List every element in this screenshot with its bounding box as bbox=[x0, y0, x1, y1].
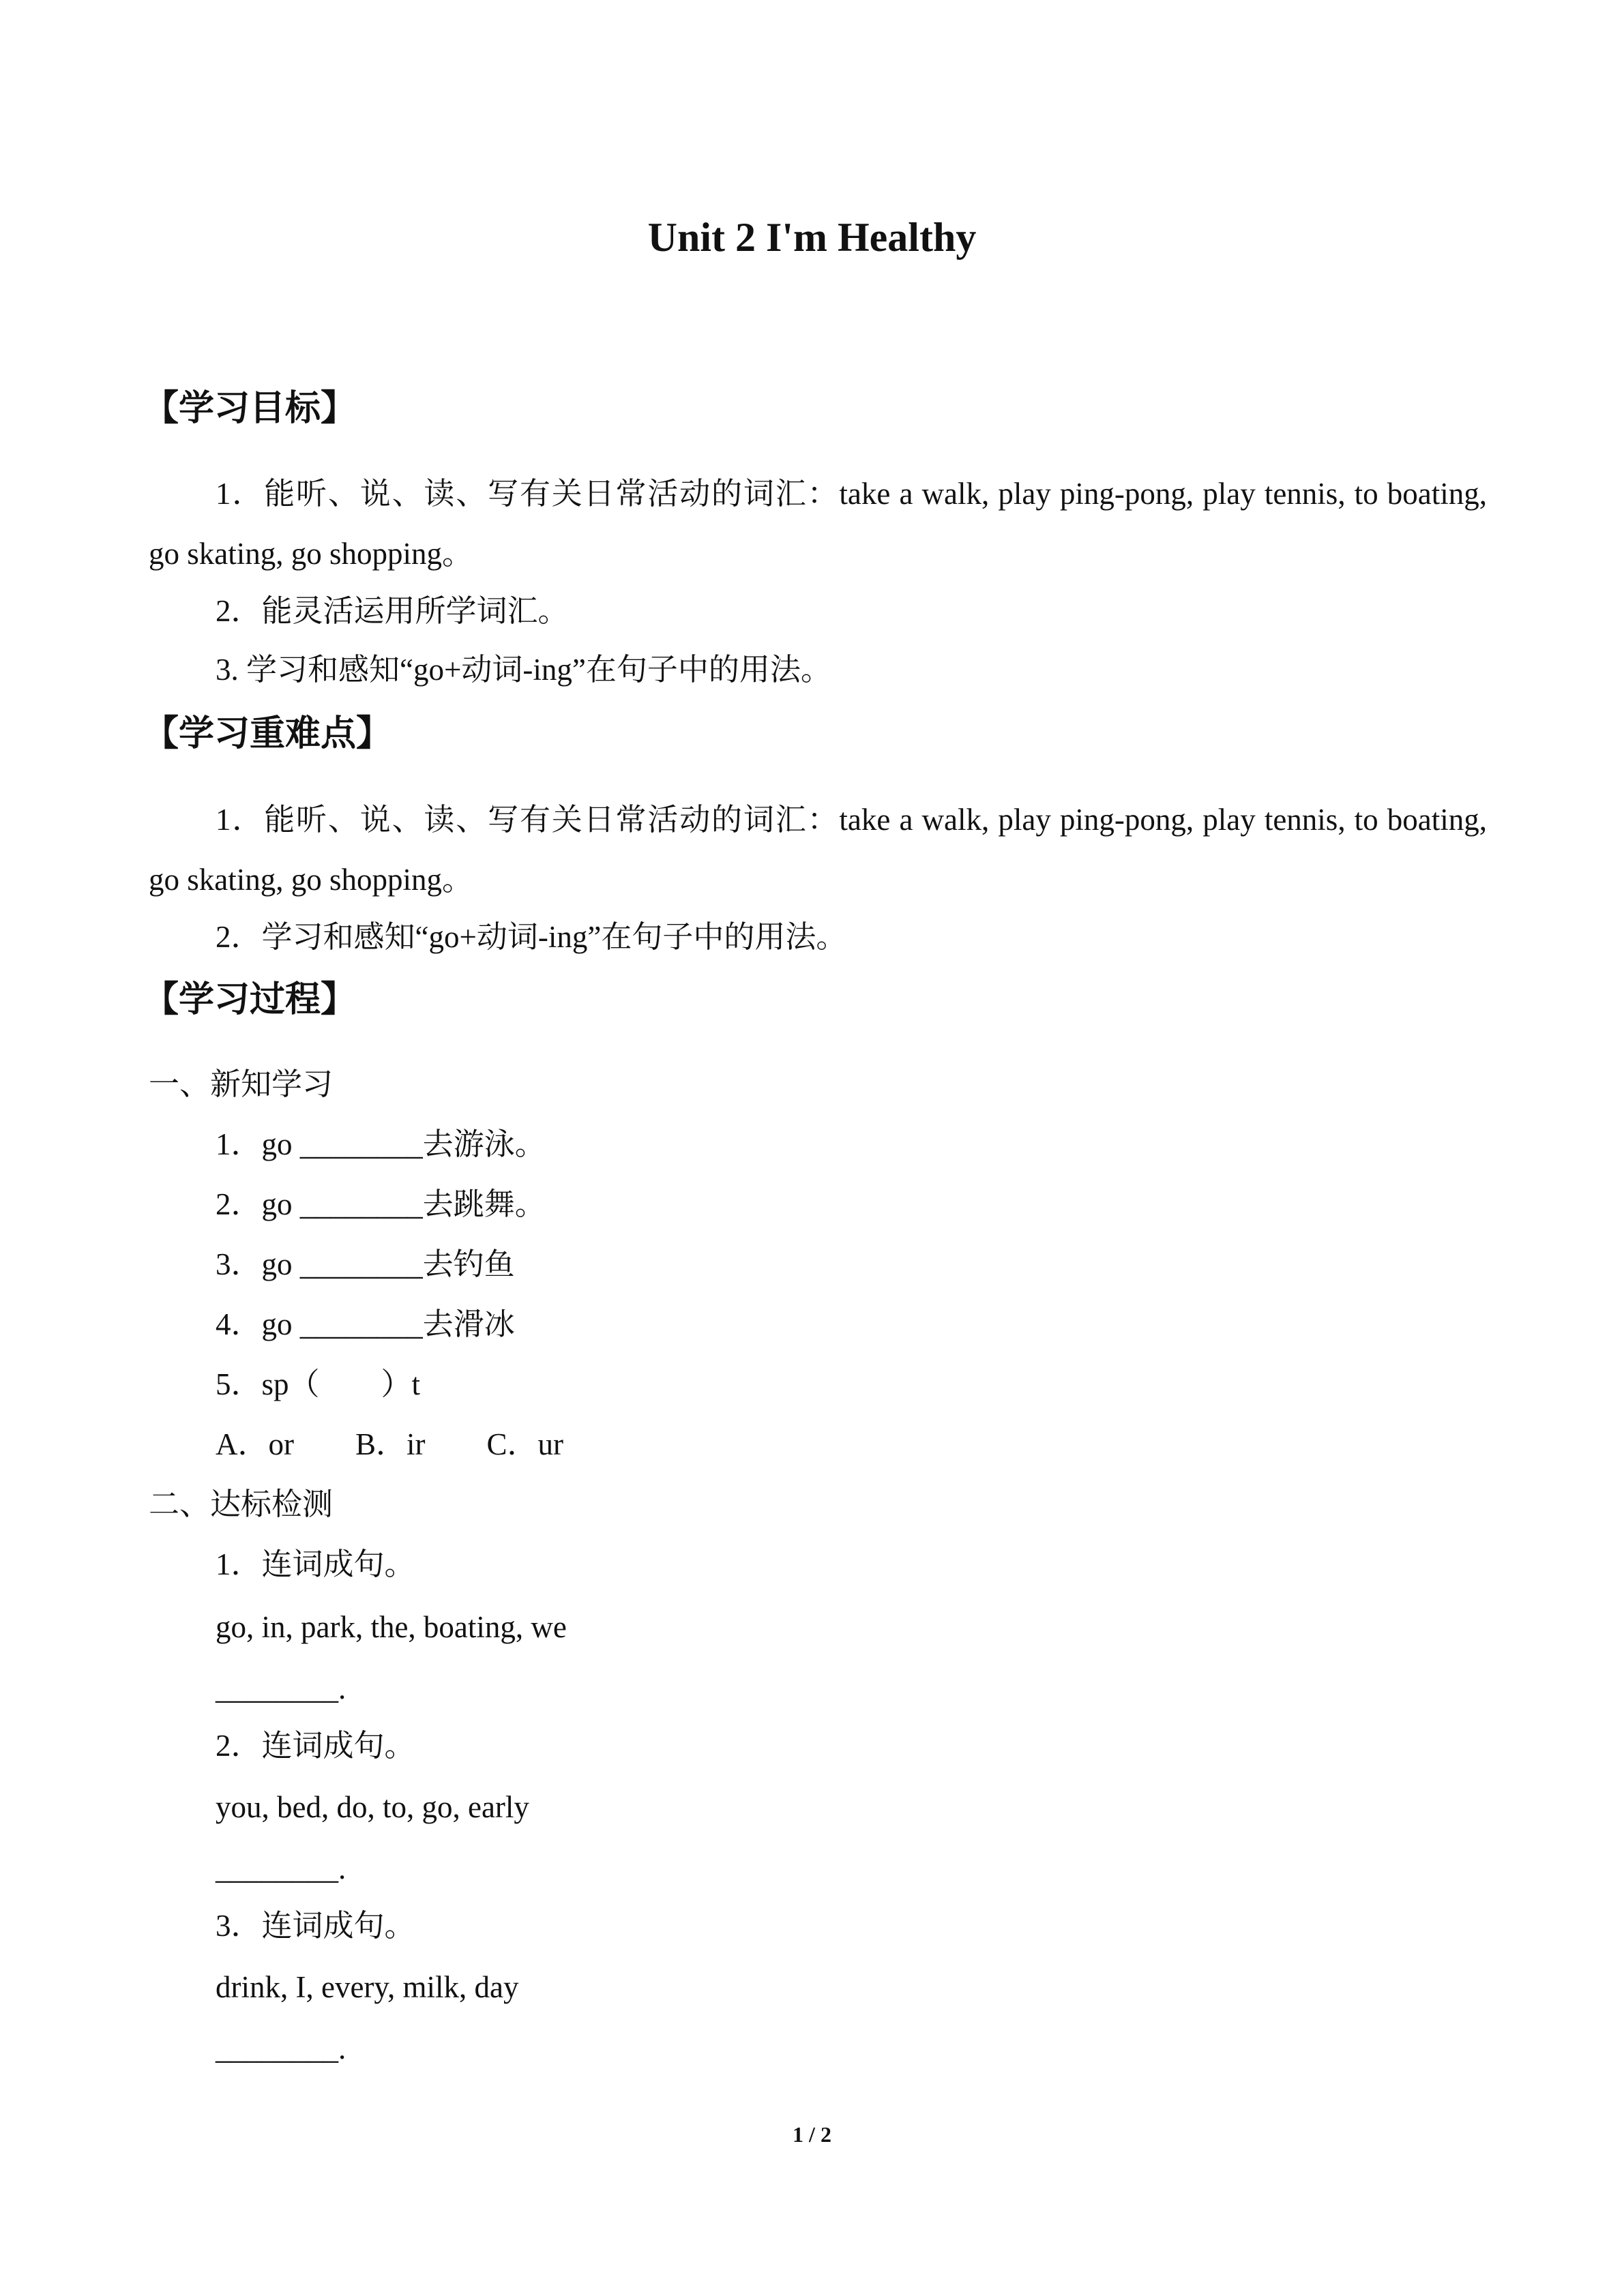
keypoints-item-1: 1．能听、说、读、写有关日常活动的词汇：take a walk, play ping-pong, play tennis, to boating, go skating, go shopping。 bbox=[149, 803, 1487, 897]
section2-question-1-words: go, in, park, the, boating, we bbox=[216, 1610, 567, 1644]
section1-question-2: 2．go ________去跳舞。 bbox=[216, 1187, 546, 1221]
objectives-item-3: 3. 学习和感知“go+动词-ing”在句子中的用法。 bbox=[216, 653, 831, 687]
keypoints-item-2: 2．学习和感知“go+动词-ing”在句子中的用法。 bbox=[216, 920, 847, 954]
keypoints-heading: 【学习重难点】 bbox=[143, 715, 392, 754]
section1-question-1: 1．go ________去游泳。 bbox=[216, 1127, 546, 1161]
section1-question-5: 5．sp（ ）t bbox=[216, 1367, 421, 1401]
page-number: 1 / 2 bbox=[793, 2122, 831, 2147]
section2-question-2-prompt: 2．连词成句。 bbox=[216, 1729, 415, 1763]
objectives-item-2: 2．能灵活运用所学词汇。 bbox=[216, 594, 569, 628]
section2-question-2-blank: ________. bbox=[216, 1851, 346, 1885]
section2-question-3-words: drink, I, every, milk, day bbox=[216, 1970, 519, 2004]
section2-question-1-blank: ________. bbox=[216, 1671, 346, 1705]
page-title: Unit 2 I'm Healthy bbox=[647, 215, 977, 260]
process-heading: 【学习过程】 bbox=[143, 981, 357, 1019]
section2-question-2-words: you, bed, do, to, go, early bbox=[216, 1790, 529, 1824]
section1-question-5-options: A．or B．ir C．ur bbox=[216, 1427, 563, 1461]
section1-question-4: 4．go ________去滑冰 bbox=[216, 1307, 515, 1341]
section2-question-3-blank: ________. bbox=[216, 2031, 346, 2066]
section2-question-3-prompt: 3．连词成句。 bbox=[216, 1909, 415, 1943]
section2-question-1-prompt: 1．连词成句。 bbox=[216, 1547, 415, 1581]
section1-question-3: 3．go ________去钓鱼 bbox=[216, 1247, 515, 1281]
objectives-heading: 【学习目标】 bbox=[143, 389, 357, 428]
objectives-item-1: 1．能听、说、读、写有关日常活动的词汇：take a walk, play ping-pong, play tennis, to boating, go skating, go shopping。 bbox=[149, 477, 1487, 571]
section2-title: 二、达标检测 bbox=[149, 1487, 334, 1521]
section1-title: 一、新知学习 bbox=[149, 1067, 334, 1101]
